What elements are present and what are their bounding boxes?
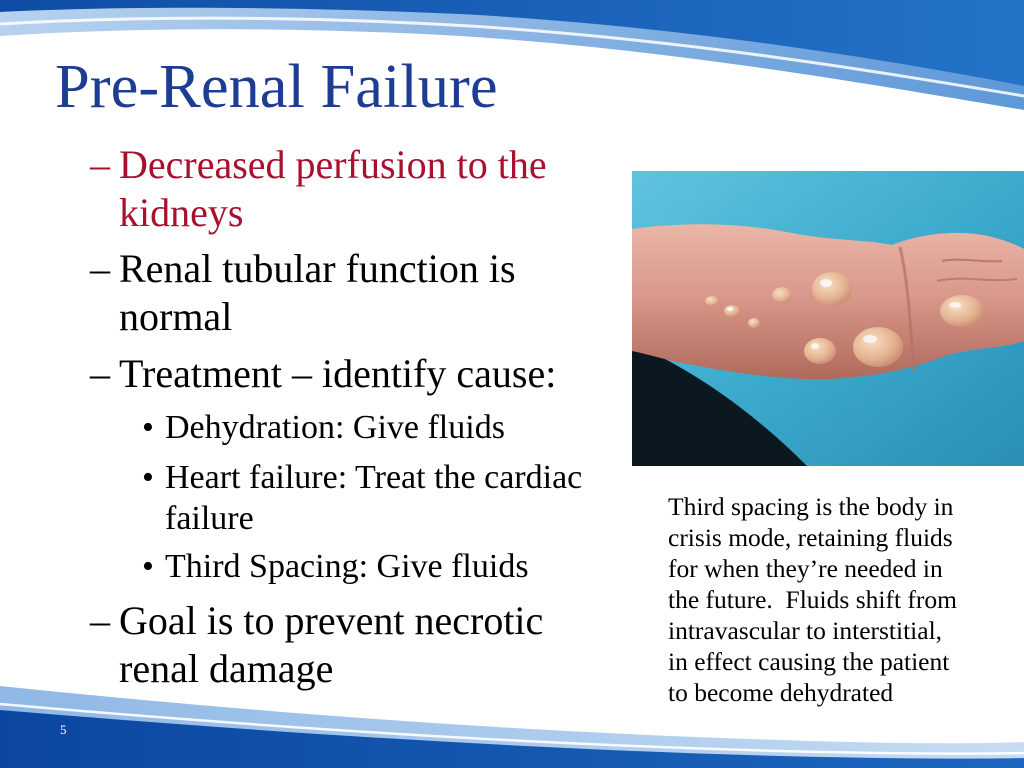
caption-line: crisis mode, retaining fluids bbox=[668, 523, 953, 552]
photo-highlight bbox=[863, 335, 877, 343]
slide-number: 5 bbox=[60, 722, 67, 737]
sub-bullet-dehydration bbox=[142, 407, 505, 448]
bullet-dash: – bbox=[90, 142, 110, 187]
bullet-text-line: Treatment – identify cause: bbox=[119, 351, 557, 396]
bullet-dash: – bbox=[90, 246, 110, 291]
photo-highlight bbox=[949, 302, 961, 308]
bullet-text-line: renal damage bbox=[119, 646, 334, 691]
bullet-dot: • bbox=[142, 548, 154, 585]
bullet-decreased-perfusion bbox=[90, 141, 547, 237]
sub-bullet-third-spacing bbox=[142, 546, 529, 587]
bullet-text-line: Goal is to prevent necrotic bbox=[119, 598, 544, 643]
bullet-text-line: Decreased perfusion to the bbox=[119, 142, 547, 187]
sub-bullet-heart-failure bbox=[142, 457, 583, 539]
bullet-treatment bbox=[90, 350, 557, 398]
bullet-dash: – bbox=[90, 351, 110, 396]
bullet-dot: • bbox=[142, 459, 154, 496]
photo-blister bbox=[705, 296, 719, 306]
sub-bullet-text-line: Dehydration: Give fluids bbox=[165, 409, 505, 446]
sub-bullet-text-line: Heart failure: Treat the cardiac bbox=[165, 459, 583, 496]
photo-highlight bbox=[811, 343, 819, 349]
photo-blister bbox=[804, 338, 836, 364]
caption-line: intravascular to interstitial, bbox=[668, 616, 943, 645]
bullet-dot: • bbox=[142, 409, 154, 446]
slide-title: Pre-Renal Failure bbox=[55, 51, 498, 121]
photo-blister bbox=[940, 295, 984, 327]
photo-illustration bbox=[632, 171, 1024, 466]
photo-blister bbox=[853, 327, 903, 367]
bullet-text-line: Renal tubular function is bbox=[119, 246, 516, 291]
bullet-text-line: normal bbox=[119, 294, 233, 339]
bullet-goal bbox=[90, 597, 544, 693]
photo-caption bbox=[668, 491, 957, 708]
photo-blister bbox=[812, 272, 852, 306]
slide-photo bbox=[632, 171, 1024, 466]
caption-line: the future. Fluids shift from bbox=[668, 585, 957, 614]
bullet-text-line: kidneys bbox=[119, 190, 244, 235]
photo-blister bbox=[748, 318, 760, 328]
caption-line: in effect causing the patient bbox=[668, 647, 950, 676]
photo-blister bbox=[724, 305, 740, 317]
caption-line: for when they’re needed in bbox=[668, 554, 943, 583]
photo-highlight bbox=[820, 279, 832, 287]
photo-highlight bbox=[727, 307, 733, 311]
sub-bullet-text-line: failure bbox=[165, 500, 254, 537]
caption-line: to become dehydrated bbox=[668, 678, 894, 707]
caption-line: Third spacing is the body in bbox=[668, 492, 954, 521]
sub-bullet-text-line: Third Spacing: Give fluids bbox=[165, 548, 529, 585]
bullet-renal-tubular-function bbox=[90, 245, 516, 341]
photo-blister bbox=[772, 287, 792, 303]
bullet-dash: – bbox=[90, 598, 110, 643]
